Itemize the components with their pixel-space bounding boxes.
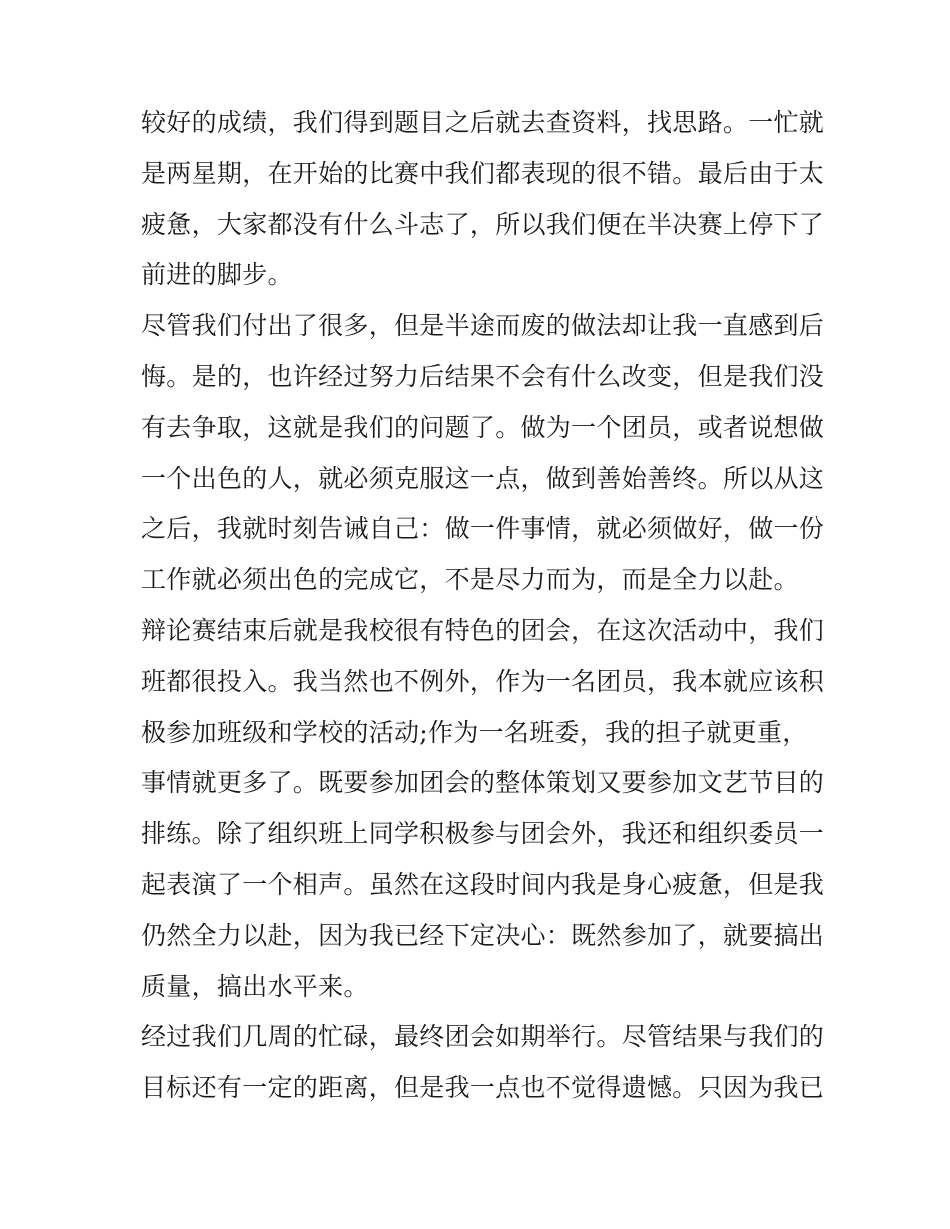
text-line: 疲惫，大家都没有什么斗志了，所以我们便在半决赛上停下了	[141, 209, 825, 239]
text-line: 经过我们几周的忙碌，最终团会如期举行。尽管结果与我们的	[141, 1022, 825, 1052]
text-line: 目标还有一定的距离，但是我一点也不觉得遗憾。只因为我已	[141, 1073, 825, 1103]
text-line: 有去争取，这就是我们的问题了。做为一个团员，或者说想做	[141, 412, 825, 442]
text-line: 工作就必须出色的完成它，不是尽力而为，而是全力以赴。	[141, 565, 799, 595]
text-line: 是两星期，在开始的比赛中我们都表现的很不错。最后由于太	[141, 158, 825, 188]
text-line: 辩论赛结束后就是我校很有特色的团会，在这次活动中，我们	[141, 615, 825, 645]
text-line: 质量，搞出水平来。	[141, 971, 369, 1001]
text-line: 较好的成绩，我们得到题目之后就去查资料，找思路。一忙就	[141, 108, 825, 137]
text-line: 班都很投入。我当然也不例外，作为一名团员，我本就应该积	[141, 666, 825, 696]
body-text	[141, 108, 825, 1126]
text-line: 起表演了一个相声。虽然在这段时间内我是身心疲惫，但是我	[141, 869, 825, 899]
text-line: 排练。除了组织班上同学积极参与团会外，我还和组织委员一	[141, 819, 825, 849]
text-line: 尽管我们付出了很多，但是半途而废的做法却让我一直感到后	[141, 311, 825, 341]
text-line: 极参加班级和学校的活动;作为一名班委，我的担子就更重，	[141, 717, 808, 747]
text-line: 一个出色的人，就必须克服这一点，做到善始善终。所以从这	[141, 463, 825, 493]
text-line: 前进的脚步。	[141, 260, 293, 290]
text-line: 事情就更多了。既要参加团会的整体策划又要参加文艺节目的	[141, 768, 825, 798]
text-line: 仍然全力以赴，因为我已经下定决心：既然参加了，就要搞出	[141, 920, 825, 950]
text-line: 悔。是的，也许经过努力后结果不会有什么改变，但是我们没	[141, 361, 825, 391]
text-line: 之后，我就时刻告诫自己：做一件事情，就必须做好，做一份	[141, 514, 825, 544]
